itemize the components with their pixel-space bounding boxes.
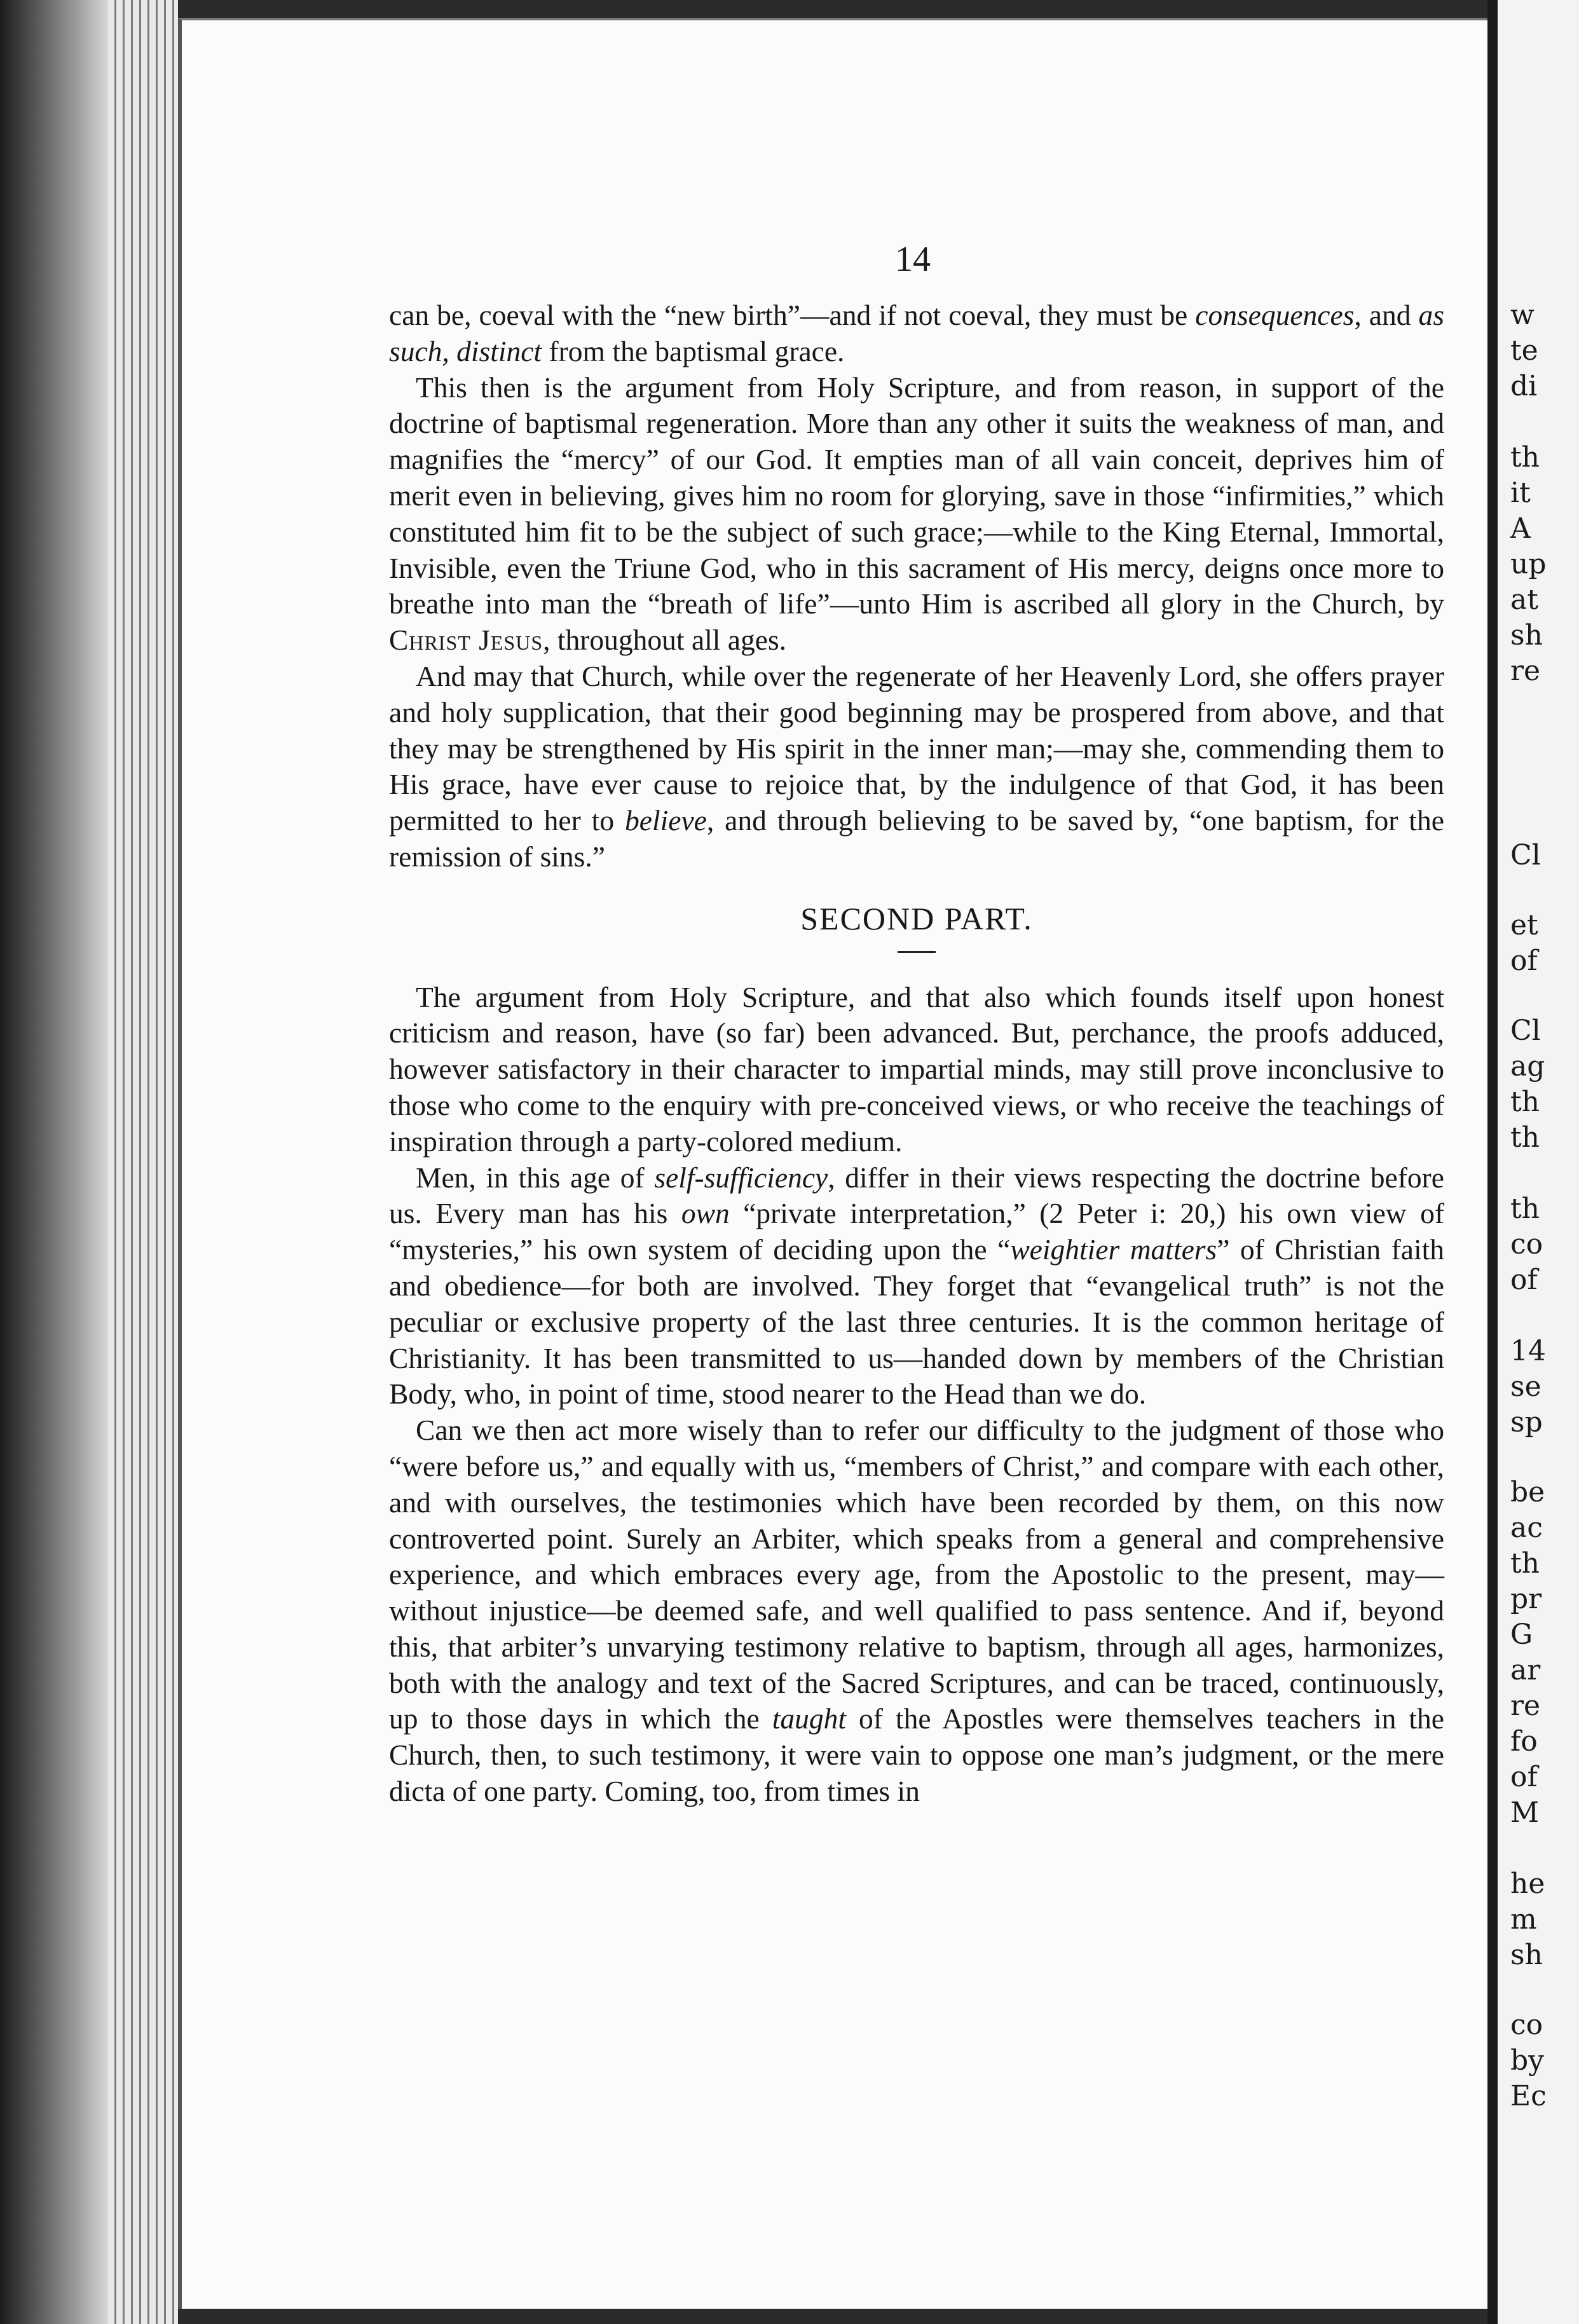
page-body: [389, 297, 1444, 1810]
facing-page-fragment: re: [1510, 655, 1541, 687]
paragraph: And may that Church, while over the regenerate of her Heavenly Lord, she offers prayer and holy supplication, that their good beginning may be prospered from above, and that they may be strengthened by His spirit in the inner man;—may she, commending them to His grace, have ever cause to rejoice that, by the indulgence of that God, it has been permitted to her to believe, and through believing to be saved by, “one baptism, for the remission of sins.”: [389, 659, 1444, 873]
heading-rule: [898, 951, 936, 953]
paragraph: Men, in this age of self-sufficiency, differ in their views respecting the doctrine before us. Every man has his own “private interpretation,” (2 Peter i: 20,) his own view of “mysteries,” his own system of deciding upon the “weightier matters” of Christian faith and obedience—for both are involved. They forget that “evangelical truth” is not the peculiar or exclusive property of the last three centuries. It is the common heritage of Christianity. It has been transmitted to us—handed down by members of the Christian Body, who, in point of time, stood nearer to the Head than we do.: [389, 1161, 1444, 1411]
facing-page-fragment: by: [1510, 2044, 1545, 2077]
facing-page-fragment: th: [1510, 441, 1540, 474]
facing-page-fragment: it: [1510, 477, 1531, 509]
facing-page-fragment: ac: [1510, 1512, 1543, 1544]
facing-page-fragment: Ec: [1510, 2080, 1547, 2112]
facing-page-fragment: of: [1510, 1264, 1538, 1296]
paragraph: can be, coeval with the “new birth”—and if not coeval, they must be consequences, and as such, distinct from the baptismal grace.: [389, 299, 1444, 367]
facing-page-fragment: th: [1510, 1547, 1540, 1580]
facing-page-fragment: te: [1510, 334, 1538, 367]
facing-page-fragment: et: [1510, 909, 1538, 941]
facing-page-fragment: at: [1510, 584, 1538, 616]
book-binding: [0, 0, 108, 2324]
facing-page-fragment: sp: [1510, 1406, 1543, 1439]
facing-page-fragment: be: [1510, 1476, 1545, 1508]
page-number: 14: [895, 240, 931, 279]
facing-page-fragment: se: [1510, 1370, 1541, 1403]
facing-page-fragment: co: [1510, 2009, 1543, 2041]
facing-page-fragment: pr: [1510, 1583, 1542, 1615]
facing-page-fragment: co: [1510, 1228, 1543, 1261]
facing-page-fragment: th: [1510, 1086, 1540, 1118]
paragraph: Can we then act more wisely than to refer our difficulty to the judgment of those who “were before us,” and equally with us, “members of Christ,” and compare with each other, and with ourselves, the testimonies which have been recorded by them, on this now controverted point. Surely an Arbiter, which speaks from a general and comprehensive experience, and which embraces every age, from the Apostolic to the present, may—without injustice—be deemed safe, and well qualified to pass sentence. And if, beyond this, that arbiter’s unvarying testimony relative to baptism, through all ages, harmonizes, both with the analogy and text of the Sacred Scriptures, and can be traced, continuously, up to those days in which the taught of the Apostles were themselves teachers in the Church, then, to such testimony, it were vain to oppose one man’s judgment, or the mere dicta of one party. Coming, too, from times in: [389, 1414, 1444, 1808]
facing-page-fragment: of: [1510, 945, 1538, 977]
facing-page-fragment: fo: [1510, 1725, 1538, 1758]
facing-page-fragment: G: [1510, 1618, 1533, 1651]
facing-page-fragment: Cl: [1510, 839, 1541, 871]
paragraph: The argument from Holy Scripture, and that also which founds itself upon honest criticism and reason, have (so far) been advanced. But, perchance, the proofs adduced, however satisfactory in their character to impartial minds, may still prove inconclusive to those who come to the enquiry with pre-conceived views, or who receive the teachings of inspiration through a party-colored medium.: [389, 980, 1444, 1158]
facing-page-fragment: 14: [1510, 1335, 1546, 1367]
paragraph: This then is the argument from Holy Scripture, and from reason, in support of the doctrine of baptismal regeneration. More than any other it suits the weakness of man, and magnifies the “mercy” of our God. It empties man of all vain conceit, deprives him of merit even in believing, gives him no room for glorying, save in those “infirmities,” which constituted him fit to be the subject of such grace;—while to the King Eternal, Immortal, Invisible, even the Triune God, who in this sacrament of His mercy, deigns once more to breathe into man the “breath of life”—unto Him is ascribed all glory in the Church, by Christ Jesus, throughout all ages.: [389, 371, 1444, 657]
facing-page-fragment: th: [1510, 1121, 1540, 1154]
facing-page-fragment: di: [1510, 370, 1538, 402]
facing-page-fragment: M: [1510, 1796, 1540, 1829]
facing-page-fragment: up: [1510, 548, 1547, 580]
facing-page-fragment: sh: [1510, 619, 1543, 652]
facing-page-fragment: sh: [1510, 1939, 1543, 1971]
facing-page-edge: [1498, 0, 1579, 2324]
facing-page-fragment: Cl: [1510, 1015, 1541, 1047]
facing-page-fragment: A: [1510, 512, 1531, 545]
facing-page-fragment: ar: [1510, 1654, 1541, 1686]
facing-page-fragment: th: [1510, 1193, 1540, 1225]
facing-page-fragment: ag: [1510, 1050, 1545, 1083]
facing-page-fragment: w: [1510, 299, 1535, 331]
book-spine: [1487, 0, 1498, 2324]
page-edges: [108, 0, 178, 2324]
section-heading: SECOND PART.: [800, 900, 1033, 936]
facing-page-fragment: he: [1510, 1868, 1545, 1900]
facing-page-fragment: of: [1510, 1761, 1538, 1793]
facing-page-fragment: re: [1510, 1690, 1541, 1722]
facing-page-fragment: m: [1510, 1903, 1537, 1936]
